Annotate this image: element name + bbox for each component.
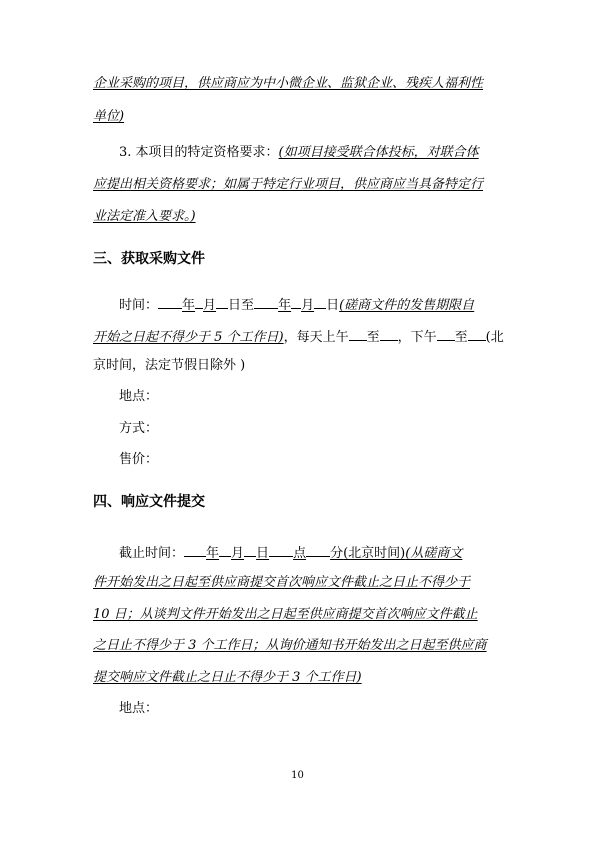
section3-time-line3: 京时间，法定节假日除外 ) [93,358,246,373]
day-end: 日 [326,298,340,313]
blank-day-end [314,295,326,309]
pm-label: ，下午 [397,330,437,345]
blank-am-end [380,327,398,341]
blank-pm-start [437,327,455,341]
deadline-note-part1: (从磋商文 [405,546,463,561]
deadline-note-line2: 件开始发出之日起至供应商提交首次响应文件截止之日止不得少于 [93,575,471,590]
blank-hour [269,543,293,557]
section3-method: 方式： [119,421,159,436]
am-to: 至 [366,330,380,345]
deadline-note-line5: 提交响应文件截止之日止不得少于 3 个工作日) [93,670,362,685]
pm-to: 至 [454,330,468,345]
daily-am-label: ，每天上午 [283,330,349,345]
section3-place: 地点： [119,389,159,404]
page-number: 10 [291,770,304,781]
deadline-hour: 点 [293,546,307,561]
item2-text-line2: 单位) [93,109,125,124]
item3-note-part1: (如项目接受联合体投标，对联合体 [278,145,479,160]
item3-line1 [119,145,479,161]
section3-price: 售价： [119,452,159,467]
item3-prefix: 3. 本项目的特定资格要求： [119,145,279,160]
blank-am-start [349,327,367,341]
blank-year [184,543,206,557]
blank-pm-end [468,327,486,341]
month-start: 月 [203,298,217,313]
sale-period-note-part1: (磋商文件的发售期限自 [339,298,475,313]
blank-year-end [254,295,278,309]
month-end: 月 [301,298,315,313]
blank-month-end [291,295,301,309]
blank-minute [306,543,330,557]
day-to: 日至 [228,298,255,313]
section4-heading: 四、响应文件提交 [93,494,205,510]
blank-day-start [216,295,228,309]
section4-deadline-line1 [119,543,462,562]
blank-month-start [195,295,203,309]
item2-text-line1: 企业采购的项目，供应商应为中小微企业、监狱企业、残疾人福利性 [93,76,484,91]
time-label: 时间： [119,298,159,313]
sale-period-note-part2: 开始之日起不得少于 5 个工作日) [93,330,284,345]
section3-heading: 三、获取采购文件 [93,251,205,267]
item3-note-line2: 应提出相关资格要求；如属于特定行业项目，供应商应当具备特定行 [93,177,484,192]
year-end: 年 [278,298,292,313]
blank-year-start [158,295,182,309]
beijing-time: (北京时间) [343,546,406,561]
blank-day [244,543,256,557]
deadline-day: 日 [256,546,270,561]
deadline-note-line3: 10 日；从谈判文件开始发出之日起至供应商提交首次响应文件截止 [93,607,478,622]
beijing-open: (北 [485,330,504,345]
deadline-note-line4: 之日止不得少于 3 个工作日；从询价通知书开始发出之日起至供应商 [93,638,487,653]
deadline-month: 月 [231,546,245,561]
blank-month [219,543,231,557]
section3-time-line2 [93,327,504,346]
section3-time-line1 [119,295,474,314]
section4-place: 地点： [119,701,159,716]
deadline-minute: 分 [330,546,344,561]
deadline-year: 年 [206,546,220,561]
year-start: 年 [182,298,196,313]
item3-note-line3: 业法定准入要求。) [93,209,196,224]
deadline-label: 截止时间： [119,546,185,561]
